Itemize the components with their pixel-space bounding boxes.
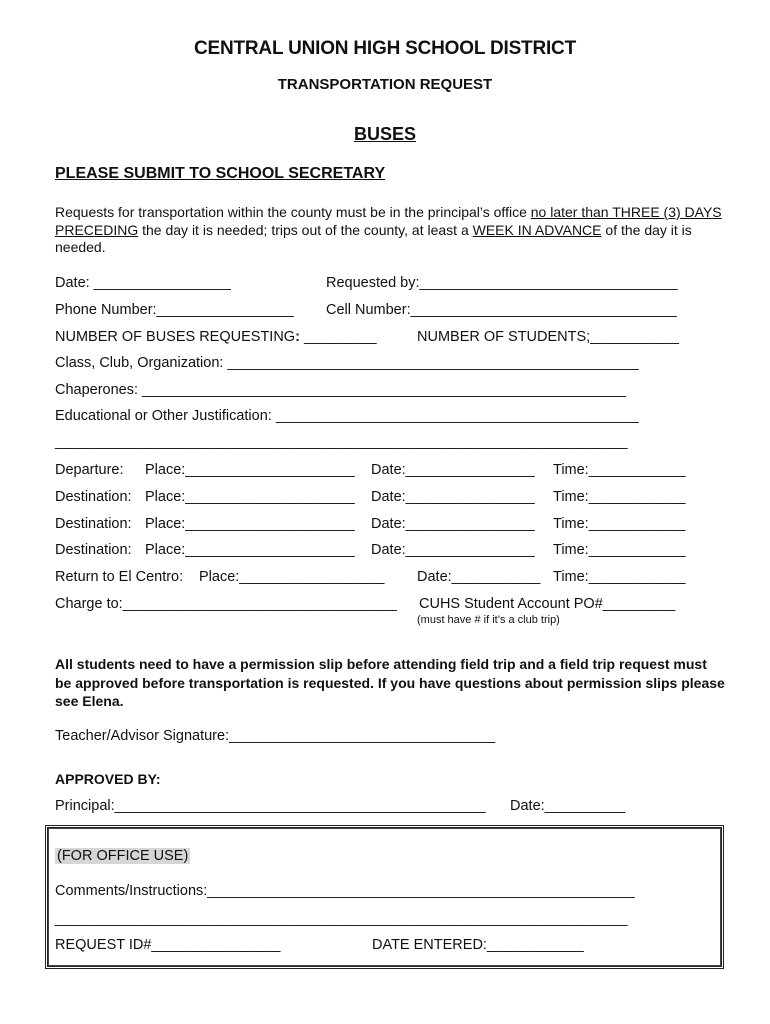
phone-number-field[interactable]: Phone Number:_________________: [55, 302, 294, 318]
destination-2-time-field[interactable]: Time:____________: [553, 516, 686, 532]
cell-number-field[interactable]: Cell Number:_________________________________: [326, 302, 677, 318]
requested-by-field[interactable]: Requested by:________________________________: [326, 275, 678, 291]
destination-3-place-field[interactable]: Place:_____________________: [145, 542, 355, 558]
return-label: Return to El Centro:: [55, 569, 184, 585]
return-time-field[interactable]: Time:____________: [553, 569, 686, 585]
form-type-heading: BUSES: [353, 124, 416, 144]
class-club-organization-field[interactable]: Class, Club, Organization: ___________________________________________________: [55, 355, 639, 371]
number-of-buses-colon: :: [295, 329, 300, 345]
chaperones-field[interactable]: Chaperones: ____________________________________________________________: [55, 382, 626, 398]
date-entered-field[interactable]: DATE ENTERED:____________: [372, 937, 584, 953]
intro-text-3: of the day it is needed.: [55, 221, 692, 255]
destination-3-label: Destination:: [55, 542, 132, 558]
account-po-note: (must have # if it’s a club trip): [417, 614, 560, 626]
office-use-label-text: (FOR OFFICE USE): [57, 848, 189, 864]
departure-time-field[interactable]: Time:____________: [553, 462, 686, 478]
destination-1-label: Destination:: [55, 489, 132, 505]
intro-text-2: the day it is needed; trips out of the county, at least a: [138, 221, 473, 238]
number-of-buses-field[interactable]: [55, 329, 377, 345]
number-of-buses-label: NUMBER OF BUSES REQUESTING: [55, 329, 296, 345]
principal-date-field[interactable]: Date:__________: [510, 798, 626, 814]
return-place-field[interactable]: Place:__________________: [199, 569, 385, 585]
intro-week-underlined: WEEK IN ADVANCE: [472, 221, 602, 238]
destination-3-time-field[interactable]: Time:____________: [553, 542, 686, 558]
comments-line-2[interactable]: _______________________________________________________________________: [55, 911, 628, 927]
destination-2-date-field[interactable]: Date:________________: [371, 516, 535, 532]
intro-text-1: Requests for transportation within the county must be in the principal’s office: [55, 204, 531, 220]
account-po-field[interactable]: CUHS Student Account PO#_________: [419, 596, 676, 612]
justification-line-2[interactable]: _______________________________________________________________________: [55, 434, 628, 450]
destination-1-time-field[interactable]: Time:____________: [553, 489, 686, 505]
justification-field[interactable]: Educational or Other Justification: _____________________________________________: [55, 408, 639, 424]
number-of-buses-line: _________: [299, 329, 377, 345]
comments-instructions-field[interactable]: Comments/Instructions:_____________________________________________________: [55, 883, 635, 899]
intro-deadline-underlined: no later than THREE (3) DAYS PRECEDING: [55, 204, 722, 238]
destination-2-label: Destination:: [55, 516, 132, 532]
charge-to-field[interactable]: Charge to:__________________________________: [55, 596, 397, 612]
date-field[interactable]: Date: _________________: [55, 275, 231, 291]
submit-instruction: PLEASE SUBMIT TO SCHOOL SECRETARY: [55, 165, 386, 182]
office-use-label: [55, 848, 190, 864]
district-title: CENTRAL UNION HIGH SCHOOL DISTRICT: [193, 38, 576, 59]
return-date-field[interactable]: Date:___________: [417, 569, 541, 585]
destination-1-place-field[interactable]: Place:_____________________: [145, 489, 355, 505]
teacher-signature-field[interactable]: Teacher/Advisor Signature:_________________________________: [55, 728, 496, 744]
destination-1-date-field[interactable]: Date:________________: [371, 489, 535, 505]
intro-paragraph: [55, 204, 725, 257]
destination-3-date-field[interactable]: Date:________________: [371, 542, 535, 558]
departure-label: Departure:: [55, 462, 124, 478]
permission-slip-note: All students need to have a permission slip before attending field trip and a field trip request must be approved before transportation is requested. If you have questions about permission slips please see Elena.: [55, 656, 725, 709]
principal-signature-field[interactable]: Principal:______________________________________________: [55, 798, 486, 814]
form-subtitle: TRANSPORTATION REQUEST: [277, 76, 493, 93]
number-of-students-field[interactable]: NUMBER OF STUDENTS;___________: [417, 329, 679, 345]
destination-2-place-field[interactable]: Place:_____________________: [145, 516, 355, 532]
approved-by-heading: APPROVED BY:: [55, 771, 161, 787]
request-id-field[interactable]: REQUEST ID#________________: [55, 937, 281, 953]
departure-place-field[interactable]: Place:_____________________: [145, 462, 355, 478]
departure-date-field[interactable]: Date:________________: [371, 462, 535, 478]
